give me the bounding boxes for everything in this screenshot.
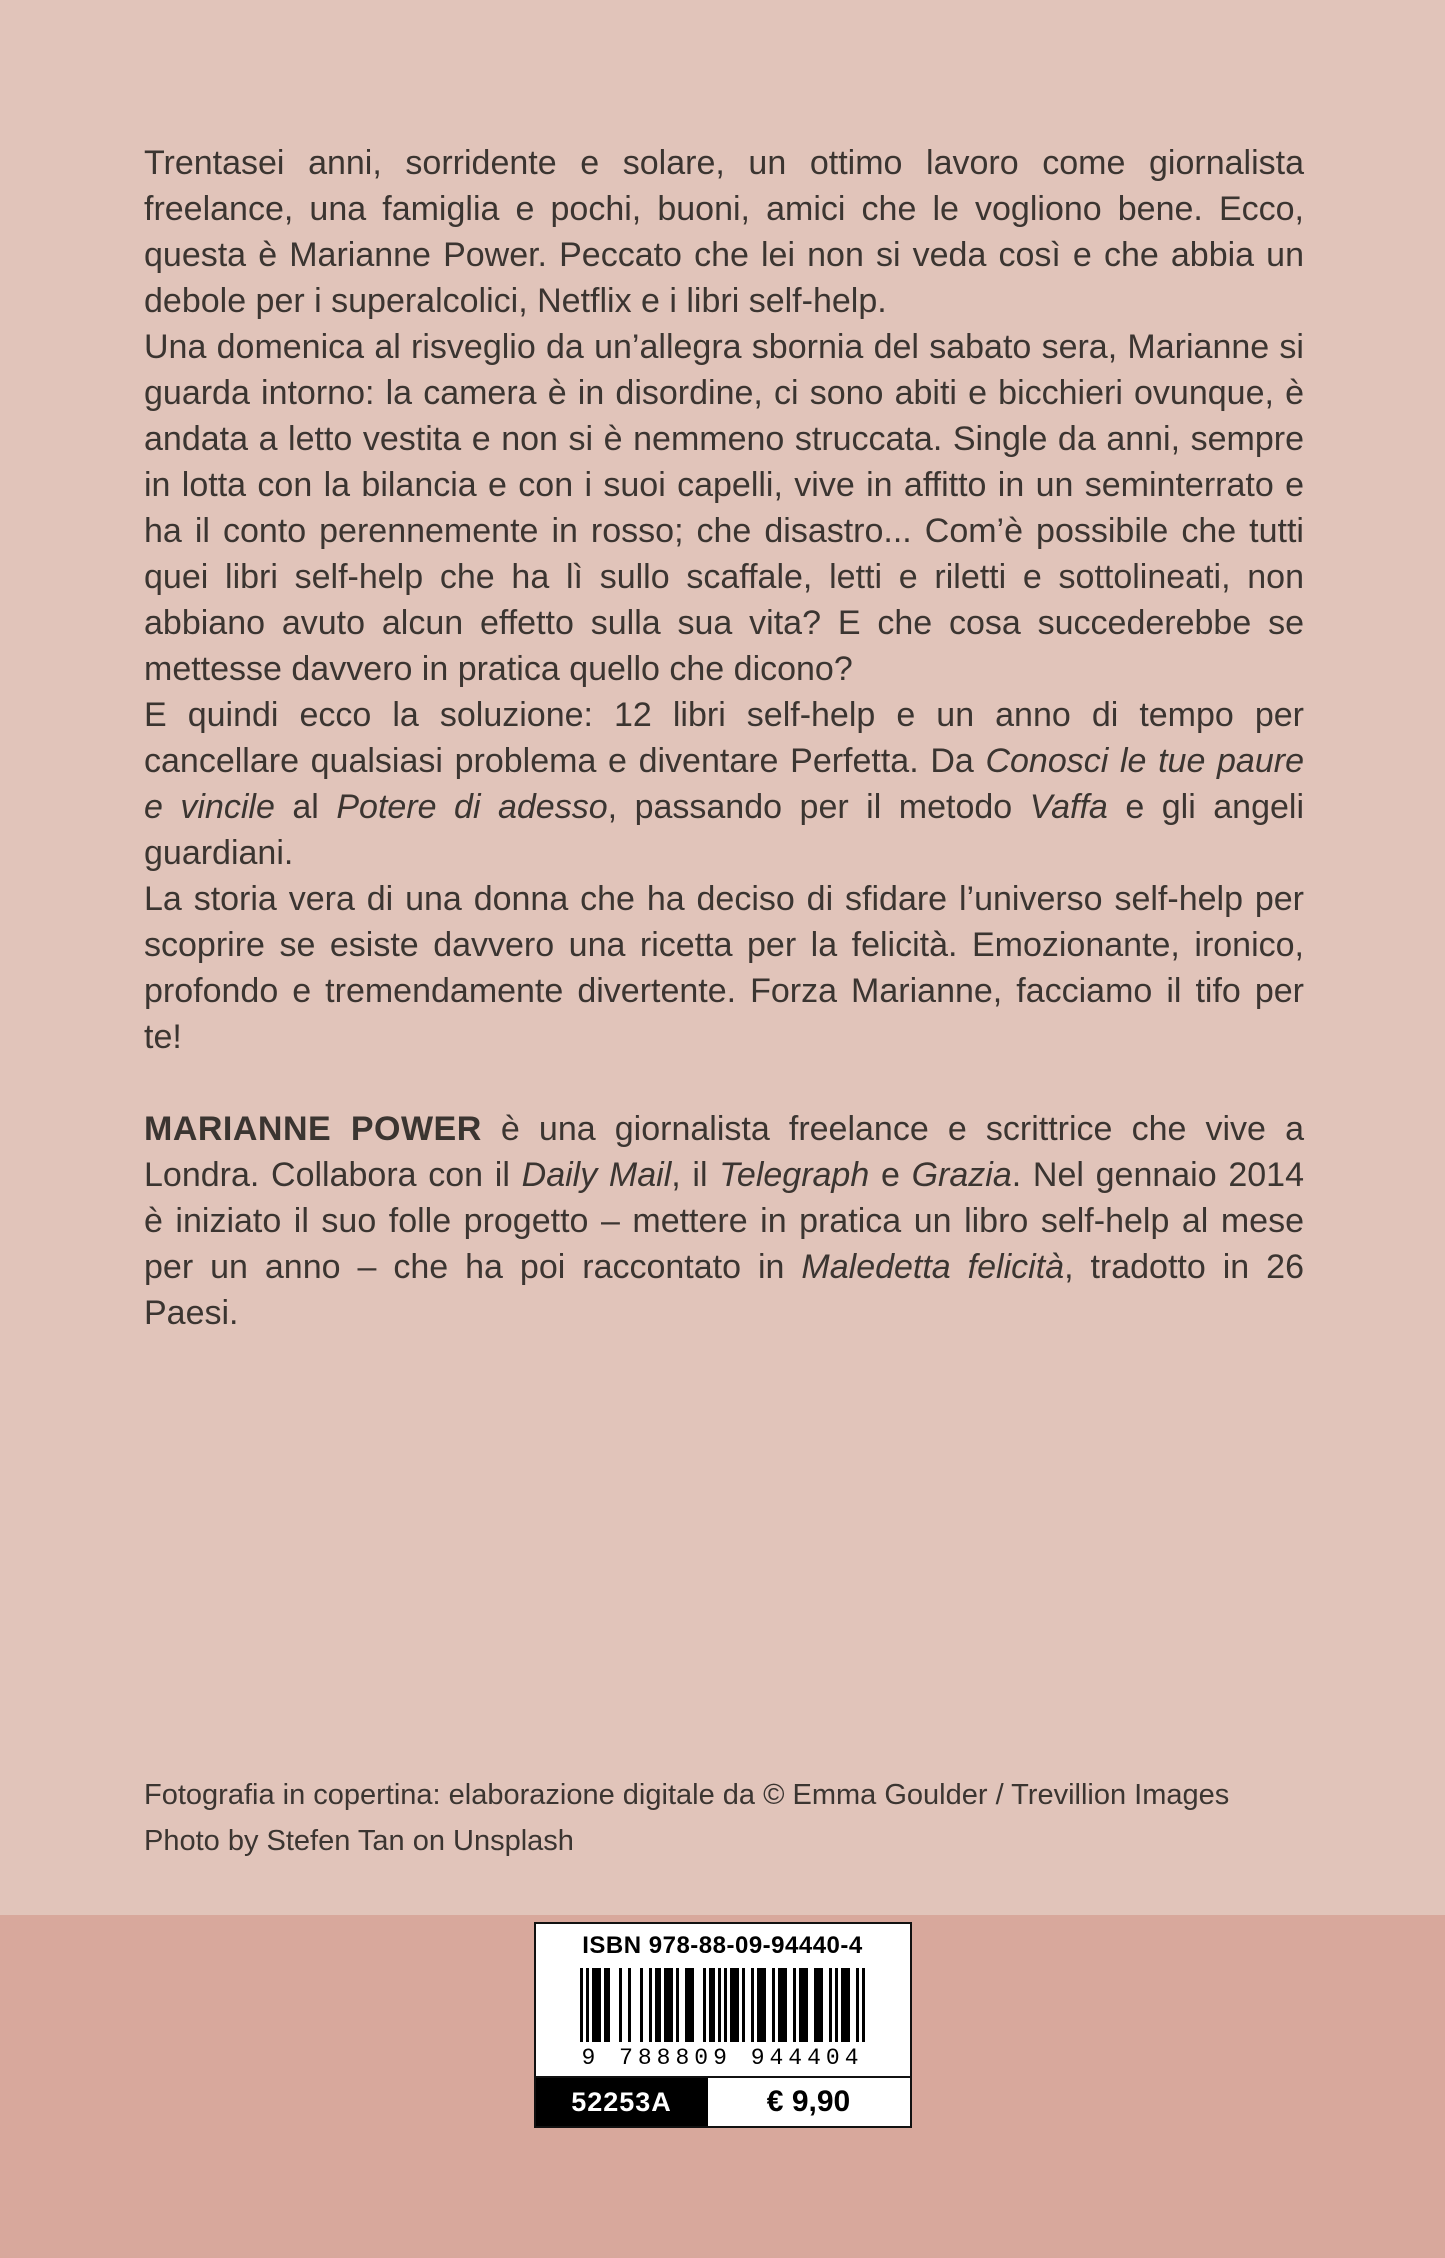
text-segment: . Nel gennaio 2014 è iniziato il suo folle progetto – mettere in pratica un libro self-help al mese per un anno – che ha poi raccontato in — [144, 1156, 1304, 1286]
author-bio — [144, 1106, 1304, 1336]
book-title-italic: Conosci le tue paure e vincile — [144, 742, 1304, 826]
isbn-number: ISBN 978-88-09-94440-4 — [582, 1932, 863, 1959]
text-segment: , passando per il metodo — [607, 788, 1030, 826]
barcode — [580, 1968, 865, 2042]
blurb-block — [144, 140, 1304, 1336]
price-row — [534, 2078, 912, 2128]
text-segment: e — [869, 1156, 912, 1194]
text-segment: al — [274, 788, 337, 826]
credits — [144, 1772, 1304, 1864]
blurb-paragraph-4: La storia vera di una donna che ha deciso di sfidare l’universo self-help per scoprire se esiste davvero una ricetta per la felicità. Emozionante, ironico, profondo e tremendamente divertente. Forza Marianne, facciamo il tifo per te! — [144, 880, 1304, 1056]
publication-italic: Daily Mail — [521, 1156, 672, 1194]
book-title-italic: Maledetta felicità — [801, 1248, 1065, 1286]
blurb-paragraph-3 — [144, 692, 1304, 876]
publication-italic: Grazia — [911, 1156, 1012, 1194]
barcode-digits: 9 788809 944404 — [581, 2045, 864, 2071]
author-name: MARIANNE POWER — [144, 1110, 482, 1148]
text-segment: , il — [671, 1156, 720, 1194]
credit-line-unsplash: Photo by Stefen Tan on Unsplash — [144, 1825, 574, 1857]
isbn-box — [534, 1922, 912, 2128]
text-segment: è una giornalista freelance e scrittrice che vive a Londra. Collabora con il — [144, 1110, 1304, 1194]
price-label: € 9,90 — [708, 2078, 910, 2126]
publication-italic: Telegraph — [719, 1156, 870, 1194]
book-title-italic: Potere di adesso — [336, 788, 608, 826]
isbn-panel — [534, 1922, 912, 2078]
blurb-paragraph-2: Una domenica al risveglio da un’allegra sbornia del sabato sera, Marianne si guarda intorno: la camera è in disordine, ci sono abiti e bicchieri ovunque, è andata a letto vestita e non si è nemmeno struccata. Single da anni, sempre in lotta con la bilancia e con i suoi capelli, vive in affitto in un seminterrato e ha il conto perennemente in rosso; che disastro... Com’è possibile che tutti quei libri self-help che ha lì sullo scaffale, letti e riletti e sottolineati, non abbiano avuto alcun effetto sulla sua vita? E che cosa succederebbe se mettesse davvero in pratica quello che dicono? — [144, 328, 1304, 688]
text-segment: E quindi ecco la soluzione: 12 libri self-help e un anno di tempo per cancellare qualsiasi problema e diventare Perfetta. Da — [144, 696, 1304, 780]
text-segment: e gli angeli guardiani. — [144, 788, 1304, 872]
book-title-italic: Vaffa — [1029, 788, 1108, 826]
publisher-code: 52253A — [536, 2078, 708, 2126]
text-segment: , tradotto in 26 Paesi. — [144, 1248, 1304, 1332]
credit-line-cover-photo: Fotografia in copertina: elaborazione digitale da © Emma Goulder / Trevillion Images — [144, 1779, 1230, 1811]
blurb-paragraph-1: Trentasei anni, sorridente e solare, un ottimo lavoro come giornalista freelance, una famiglia e pochi, buoni, amici che le vogliono bene. Ecco, questa è Marianne Power. Peccato che lei non si veda così e che abbia un debole per i superalcolici, Netflix e i libri self-help. — [144, 144, 1304, 320]
